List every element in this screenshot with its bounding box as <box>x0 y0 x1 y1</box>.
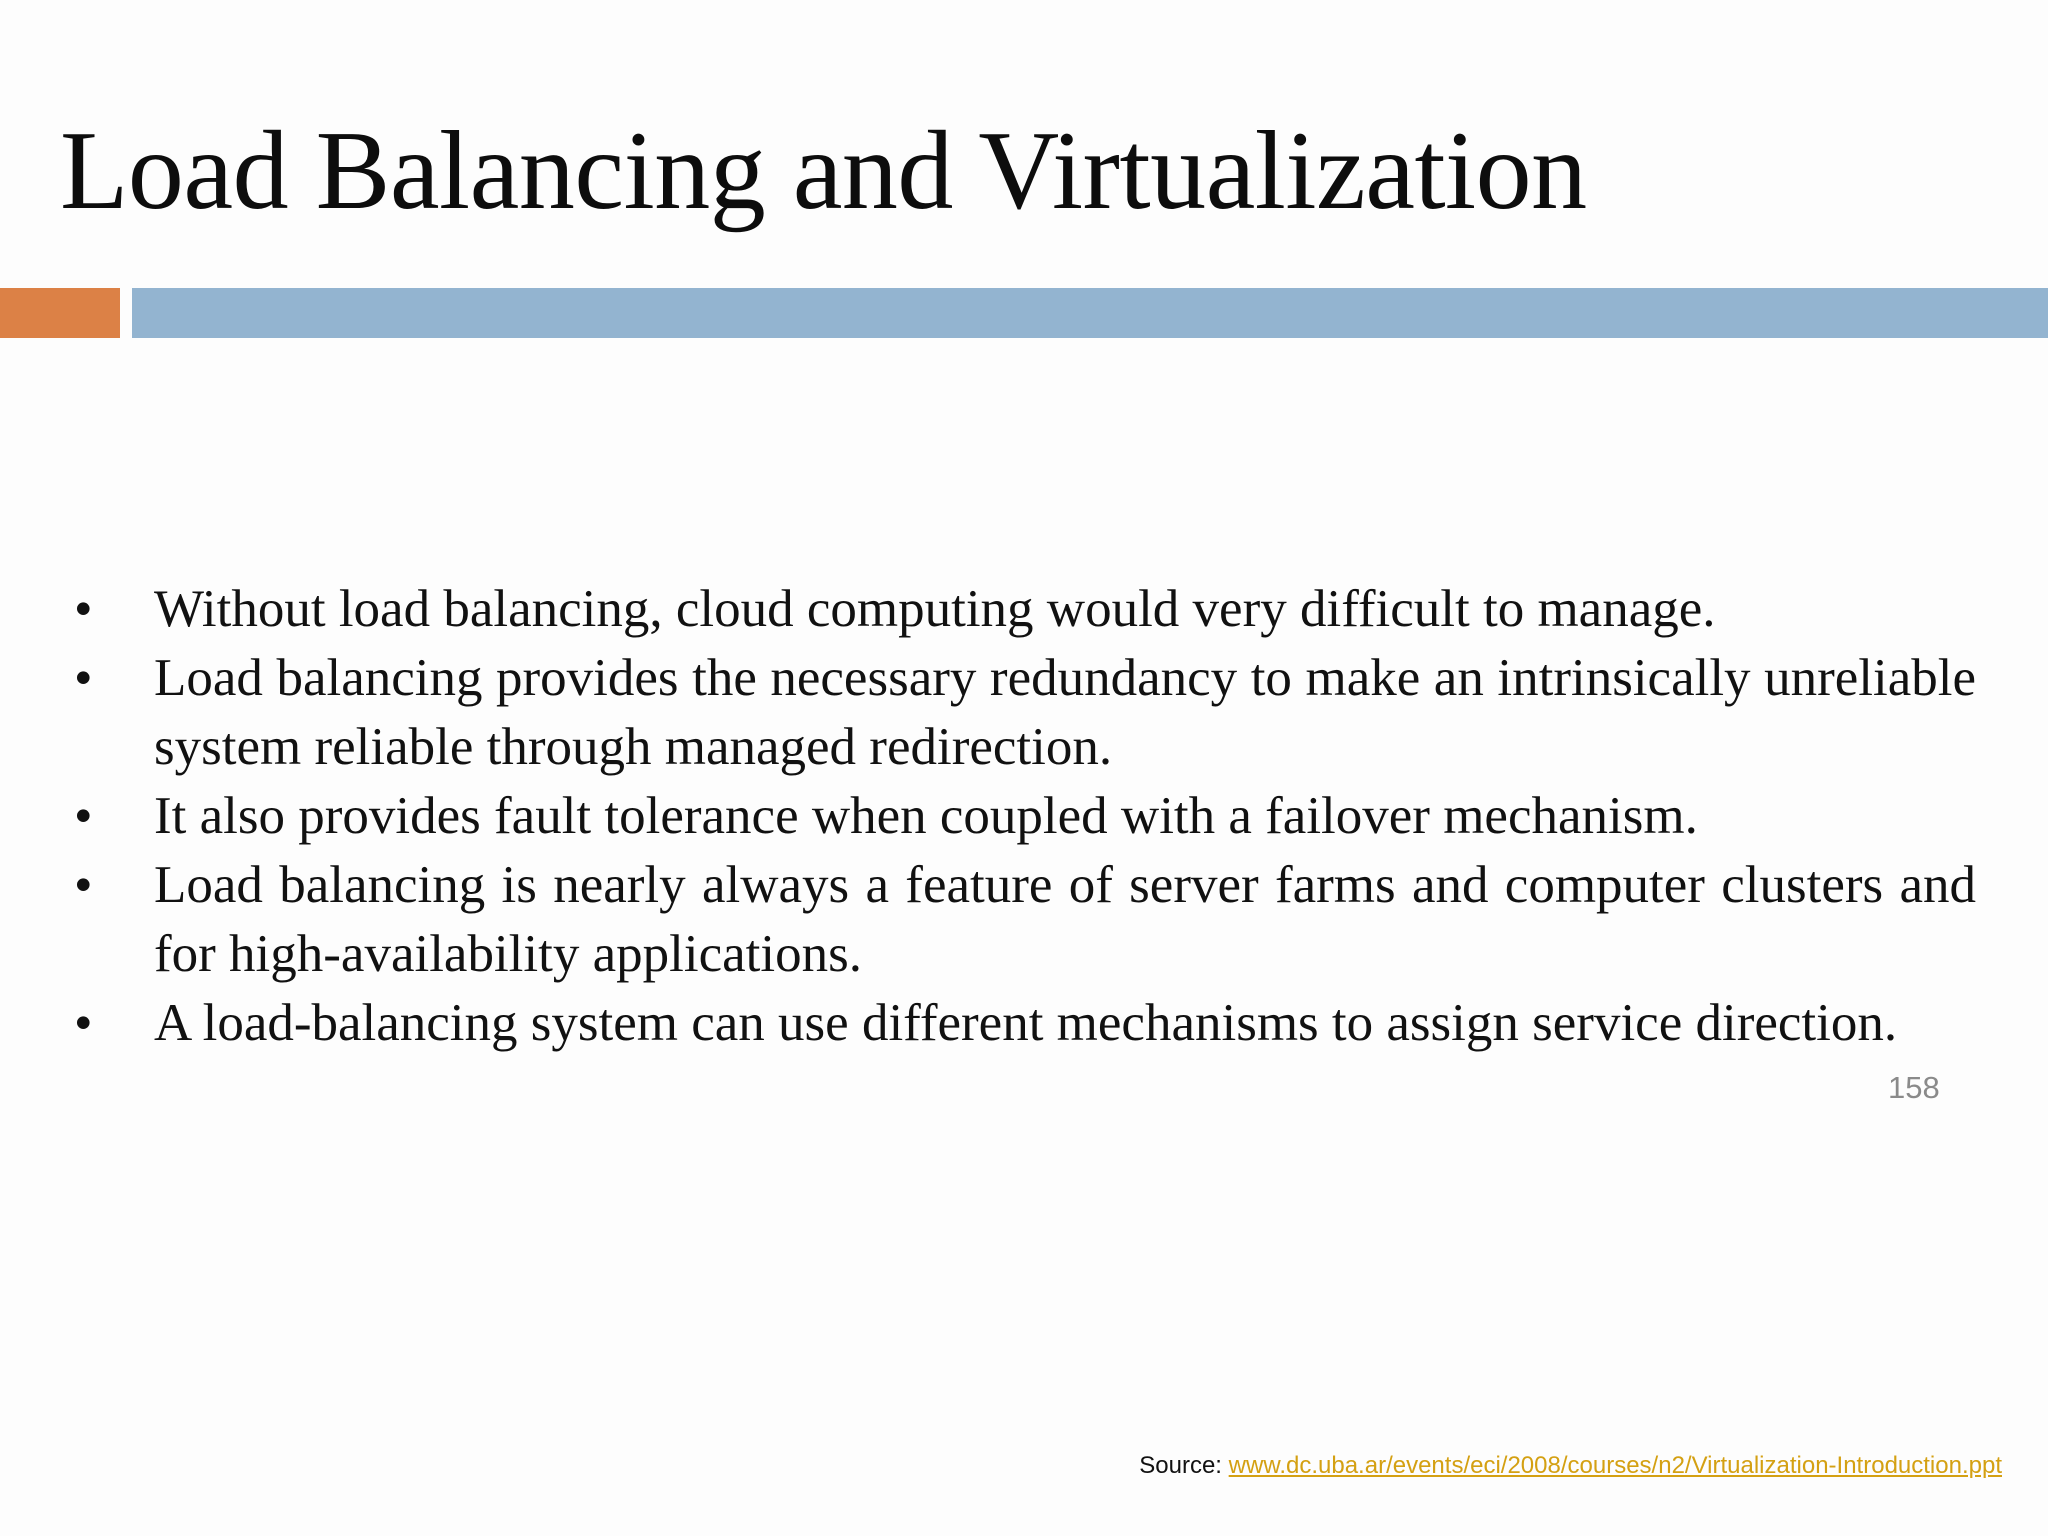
bullet-text: A load-balancing system can use different mechanisms to assign service direction. <box>154 994 1898 1052</box>
source-citation <box>1139 1450 2002 1482</box>
bullet-item <box>70 782 1976 851</box>
bullet-list <box>70 575 1976 1058</box>
source-link[interactable]: www.dc.uba.ar/events/eci/2008/courses/n2/Virtualization-Introduction.ppt <box>1228 1452 2002 1479</box>
bullet-text: Load balancing provides the necessary redundancy to make an intrinsically unreliable system reliable through managed redirection. <box>154 649 1976 776</box>
title-rule-accent <box>0 288 120 338</box>
bullet-text: Load balancing is nearly always a feature of server farms and computer clusters and for high-availability applications. <box>154 856 1976 983</box>
bullet-item <box>70 851 1976 989</box>
bullet-dot-icon: • <box>74 787 93 845</box>
bullet-dot-icon: • <box>74 649 93 707</box>
bullet-item <box>70 989 1976 1058</box>
bullet-item <box>70 644 1976 782</box>
source-label: Source: <box>1139 1452 1222 1479</box>
bullet-text: Without load balancing, cloud computing would very difficult to manage. <box>154 580 1716 638</box>
bullet-dot-icon: • <box>74 856 93 914</box>
bullet-dot-icon: • <box>74 994 93 1052</box>
bullet-dot-icon: • <box>74 580 93 638</box>
bullet-text: It also provides fault tolerance when coupled with a failover mechanism. <box>154 787 1698 845</box>
bullet-item <box>70 575 1976 644</box>
title-rule-bar <box>132 288 2048 338</box>
slide-title: Load Balancing and Virtualization <box>60 109 1587 233</box>
page-number: 158 <box>1888 1070 1940 1105</box>
